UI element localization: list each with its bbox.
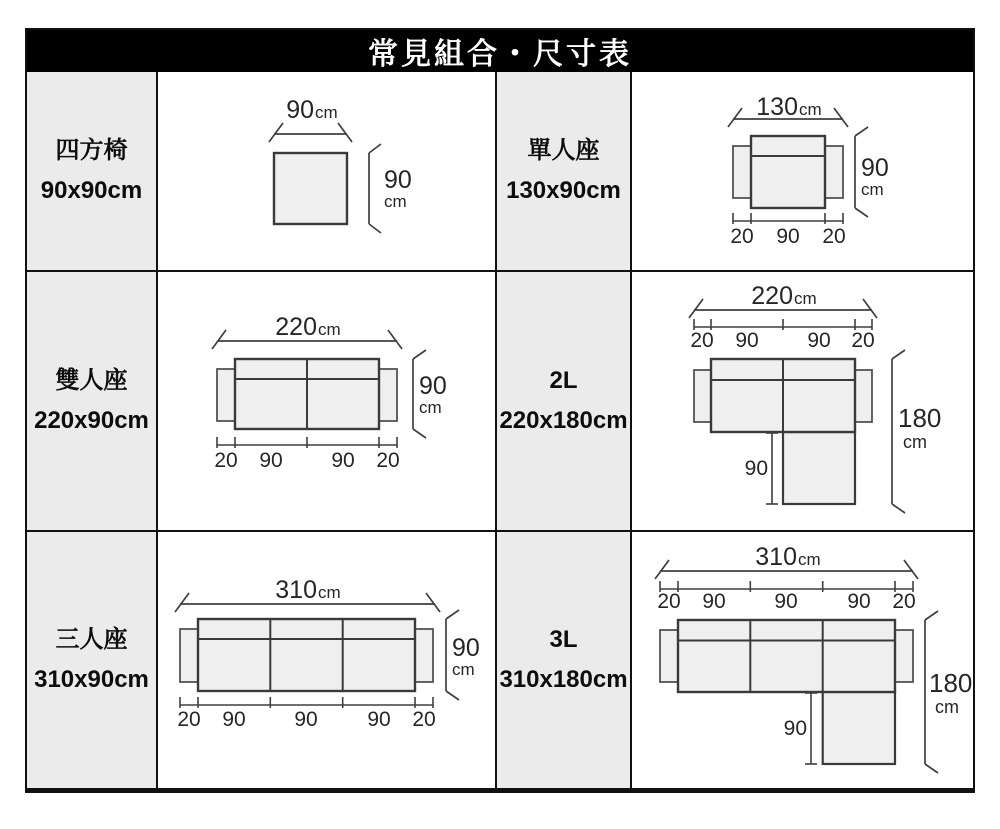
tick-label: 20 <box>851 329 875 352</box>
double-seat-diagram <box>158 272 495 530</box>
side-dimension <box>369 144 412 233</box>
chaise <box>783 432 855 504</box>
label-cell-triple-seat <box>27 532 158 788</box>
armrest-left <box>217 369 235 421</box>
label-cell-2l <box>497 272 632 532</box>
armrest-left <box>733 146 751 198</box>
armrest-right <box>379 369 397 421</box>
side-dim-unit: cm <box>419 398 442 417</box>
item-size: 220x90cm <box>34 407 149 434</box>
item-name: 四方椅 <box>55 137 128 164</box>
tick-label: 90 <box>807 329 831 352</box>
bottom-tick-label: 90 <box>331 449 355 472</box>
item-name: 2L <box>549 367 578 394</box>
top-dim-number: 220 <box>751 282 793 310</box>
dimension-table <box>25 28 975 793</box>
item-size: 220x180cm <box>499 407 628 434</box>
side-dimension <box>855 127 889 217</box>
top-dim-unit: cm <box>798 550 821 569</box>
top-dim-number: 130 <box>756 93 798 121</box>
item-name: 單人座 <box>527 137 600 164</box>
top-dim-number: 220 <box>275 313 317 341</box>
chaise-dim-label: 90 <box>744 457 768 480</box>
tick-label: 20 <box>892 590 916 613</box>
bottom-tick-label: 90 <box>294 708 318 731</box>
chaise-dimension <box>784 693 817 764</box>
bottom-tick-label: 20 <box>412 708 436 731</box>
bottom-dimension <box>730 213 845 248</box>
armrest-left <box>660 630 678 682</box>
bottom-tick-label: 20 <box>822 225 846 248</box>
tick-label: 90 <box>735 329 759 352</box>
item-size: 310x180cm <box>499 666 628 693</box>
item-name: 3L <box>549 626 578 653</box>
diagram-cell-single-seat <box>632 72 973 272</box>
item-name: 三人座 <box>55 626 128 653</box>
chaise-dimension <box>745 433 778 504</box>
top-dim-number: 310 <box>275 576 317 604</box>
side-dim-unit: cm <box>384 192 407 211</box>
diagram-cell-3l <box>632 532 973 788</box>
label-cell-double-seat <box>27 272 158 532</box>
bottom-tick-label: 20 <box>214 449 238 472</box>
side-dim-number: 180 <box>929 668 973 698</box>
side-dimension <box>892 350 941 513</box>
diagram-cell-2l <box>632 272 973 532</box>
tick-label: 90 <box>774 590 798 613</box>
side-dimension <box>925 611 972 773</box>
top-dimension <box>655 543 918 579</box>
armrest-left <box>694 370 711 422</box>
bottom-tick-label: 20 <box>376 449 400 472</box>
side-dim-number: 90 <box>452 634 480 662</box>
armrest-left <box>180 629 198 682</box>
upper-tick-dimension <box>657 581 915 613</box>
bottom-tick-label: 90 <box>222 708 246 731</box>
tick-label: 90 <box>847 590 871 613</box>
top-dimension <box>728 93 848 127</box>
bottom-tick-label: 90 <box>259 449 283 472</box>
l-shape-2-diagram <box>632 272 973 530</box>
upper-tick-dimension <box>690 319 874 352</box>
top-dim-unit: cm <box>794 289 817 308</box>
top-dim-unit: cm <box>318 320 341 339</box>
bottom-tick-label: 90 <box>367 708 391 731</box>
top-dim-number: 310 <box>755 543 797 571</box>
side-dim-unit: cm <box>452 660 475 679</box>
side-dimension <box>446 610 480 700</box>
top-dim-number: 90 <box>286 96 314 124</box>
side-dim-unit: cm <box>935 697 959 717</box>
armrest-right <box>825 146 843 198</box>
item-size: 130x90cm <box>506 177 621 204</box>
label-cell-3l <box>497 532 632 788</box>
top-dimension <box>175 576 440 612</box>
label-cell-square-chair <box>27 72 158 272</box>
bottom-tick-label: 20 <box>730 225 754 248</box>
tick-label: 20 <box>690 329 714 352</box>
single-seat-diagram <box>632 72 973 270</box>
diagram-cell-triple-seat <box>158 532 497 788</box>
armrest-right <box>895 630 913 682</box>
label-cell-single-seat <box>497 72 632 272</box>
top-dim-unit: cm <box>799 100 822 119</box>
side-dim-unit: cm <box>861 180 884 199</box>
side-dim-number: 180 <box>898 403 942 433</box>
square-chair-diagram <box>158 72 495 270</box>
diagram-cell-square-chair <box>158 72 497 272</box>
bottom-tick-label: 90 <box>776 225 800 248</box>
bottom-dimension <box>214 437 399 472</box>
sofa-body <box>198 619 415 691</box>
bottom-tick-label: 20 <box>177 708 201 731</box>
table-grid <box>27 30 973 788</box>
page-title: 常見組合・尺寸表 <box>368 38 632 71</box>
item-size: 90x90cm <box>40 177 143 204</box>
item-name: 雙人座 <box>55 367 128 394</box>
top-dimension <box>689 282 877 318</box>
sofa-body <box>678 620 895 692</box>
top-dimension <box>212 313 402 349</box>
diagram-cell-double-seat <box>158 272 497 532</box>
armrest-right <box>855 370 872 422</box>
side-dimension <box>413 350 447 438</box>
side-dim-number: 90 <box>419 372 447 400</box>
bottom-dimension <box>177 697 435 731</box>
top-dim-unit: cm <box>318 583 341 602</box>
tick-label: 20 <box>657 590 681 613</box>
side-dim-number: 90 <box>861 154 889 182</box>
square-seat <box>274 153 347 224</box>
chaise-dim-label: 90 <box>783 717 807 740</box>
top-dimension <box>269 96 352 142</box>
triple-seat-diagram <box>158 532 495 786</box>
side-dim-number: 90 <box>384 166 412 194</box>
armrest-right <box>415 629 433 682</box>
item-size: 310x90cm <box>34 666 149 693</box>
side-dim-unit: cm <box>903 432 927 452</box>
top-dim-unit: cm <box>315 103 338 122</box>
l-shape-3-diagram <box>632 532 973 786</box>
sofa-body <box>751 136 825 208</box>
tick-label: 90 <box>702 590 726 613</box>
chaise <box>823 692 895 764</box>
table-header <box>27 30 973 72</box>
